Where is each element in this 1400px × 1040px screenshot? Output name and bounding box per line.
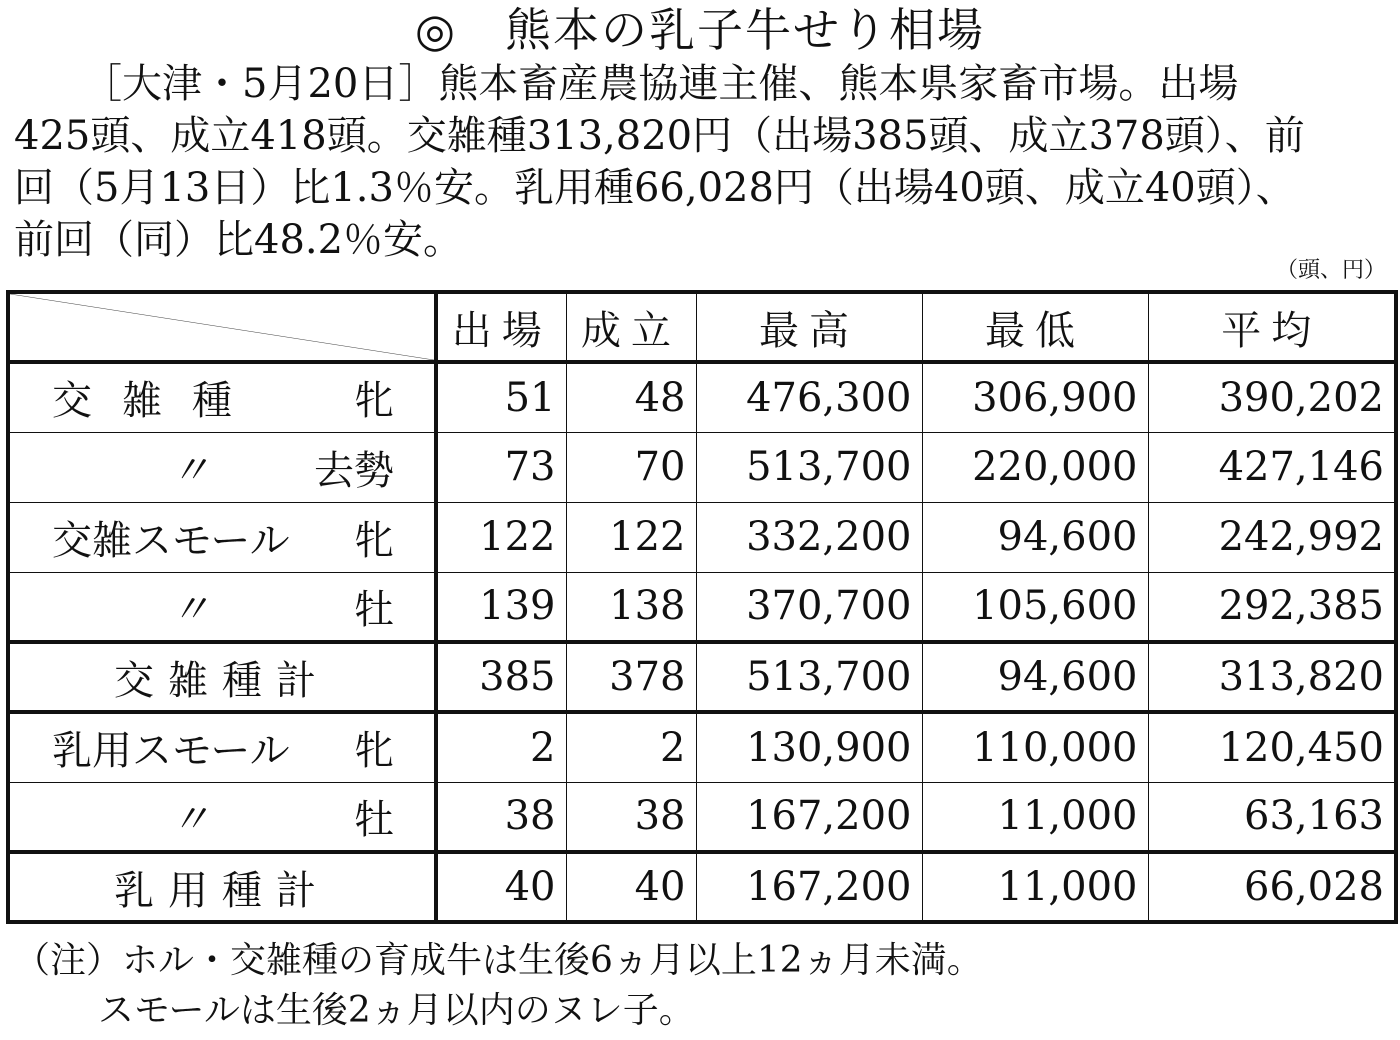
header-max: 最高 [696,292,922,362]
cell-avg: 120,450 [1148,712,1396,782]
cell-max: 513,700 [696,642,922,712]
lead-line-3: 回（5月13日）比1.3％安。乳用種66,028円（出場40頭、成立40頭）、 [14,165,1296,211]
cell-avg: 292,385 [1148,572,1396,642]
table-row [8,362,1396,432]
article-title: ◎ 熊本の乳子牛せり相場 [414,3,986,57]
category-sex: 牝 [354,728,394,775]
category-sex: 牡 [354,586,394,633]
cell-entries: 73 [436,432,566,502]
cell-min: 306,900 [922,362,1148,432]
cell-max: 130,900 [696,712,922,782]
cell-min: 94,600 [922,642,1148,712]
cell-min: 110,000 [922,712,1148,782]
cell-entries: 38 [436,782,566,852]
unit-label: （頭、円） [1275,258,1386,283]
subtotal-label: 乳用種計 [8,852,436,922]
cell-entries: 139 [436,572,566,642]
subtotal-row [8,852,1396,922]
category-name: 乳用スモール [52,728,290,775]
header-sold: 成立 [566,292,696,362]
cell-sold: 38 [566,782,696,852]
category-name: 交雑スモール [52,517,290,564]
row-category [8,362,436,432]
category-sex: 牝 [354,378,394,425]
category-sex: 牝 [354,517,394,564]
cell-max: 513,700 [696,432,922,502]
cell-max: 167,200 [696,782,922,852]
cell-max: 167,200 [696,852,922,922]
cell-entries: 40 [436,852,566,922]
footnote-line-1: （注）ホル・交雑種の育成牛は生後6ヵ月以上12ヵ月未満。 [14,940,983,981]
cell-sold: 122 [566,502,696,572]
cell-max: 476,300 [696,362,922,432]
row-category [8,572,436,642]
cell-avg: 313,820 [1148,642,1396,712]
cell-max: 370,700 [696,572,922,642]
table-header-row [8,292,1396,362]
market-price-table [6,290,1398,924]
footnote-line-2: スモールは生後2ヵ月以内のヌレ子。 [98,990,695,1031]
table-row [8,782,1396,852]
cell-sold: 48 [566,362,696,432]
table-row [8,432,1396,502]
cell-sold: 138 [566,572,696,642]
cell-avg: 427,146 [1148,432,1396,502]
cell-entries: 2 [436,712,566,782]
category-name: 交雑種 [52,378,262,425]
category-sex: 牡 [354,796,394,843]
diagonal-line [10,294,434,360]
cell-avg: 390,202 [1148,362,1396,432]
cell-entries: 122 [436,502,566,572]
cell-min: 105,600 [922,572,1148,642]
category-sex: 去勢 [314,447,394,494]
cell-min: 11,000 [922,852,1148,922]
row-category [8,712,436,782]
cell-avg: 63,163 [1148,782,1396,852]
lead-line-2: 425頭、成立418頭。交雑種313,820円（出場385頭、成立378頭）、前 [14,113,1305,159]
row-category [8,432,436,502]
cell-entries: 385 [436,642,566,712]
corner-cell [8,292,436,362]
cell-sold: 70 [566,432,696,502]
header-avg: 平均 [1148,292,1396,362]
cell-min: 220,000 [922,432,1148,502]
cell-sold: 40 [566,852,696,922]
lead-line-4: 前回（同）比48.2％安。 [14,217,464,263]
cell-sold: 378 [566,642,696,712]
header-entries: 出場 [436,292,566,362]
article-lead [14,58,1394,266]
ditto-mark: 〃 [170,796,210,843]
subtotal-row [8,642,1396,712]
table-row [8,712,1396,782]
cell-min: 11,000 [922,782,1148,852]
cell-entries: 51 [436,362,566,432]
ditto-mark: 〃 [170,586,210,633]
ditto-mark: 〃 [170,447,210,494]
row-category [8,502,436,572]
table-row [8,572,1396,642]
cell-min: 94,600 [922,502,1148,572]
footnote [14,936,983,1036]
cell-sold: 2 [566,712,696,782]
cell-avg: 66,028 [1148,852,1396,922]
header-min: 最低 [922,292,1148,362]
cell-max: 332,200 [696,502,922,572]
table-row [8,502,1396,572]
row-category [8,782,436,852]
subtotal-label: 交雑種計 [8,642,436,712]
cell-avg: 242,992 [1148,502,1396,572]
lead-line-1: ［大津・5月20日］熊本畜産農協連主催、熊本県家畜市場。出場 [82,61,1239,107]
